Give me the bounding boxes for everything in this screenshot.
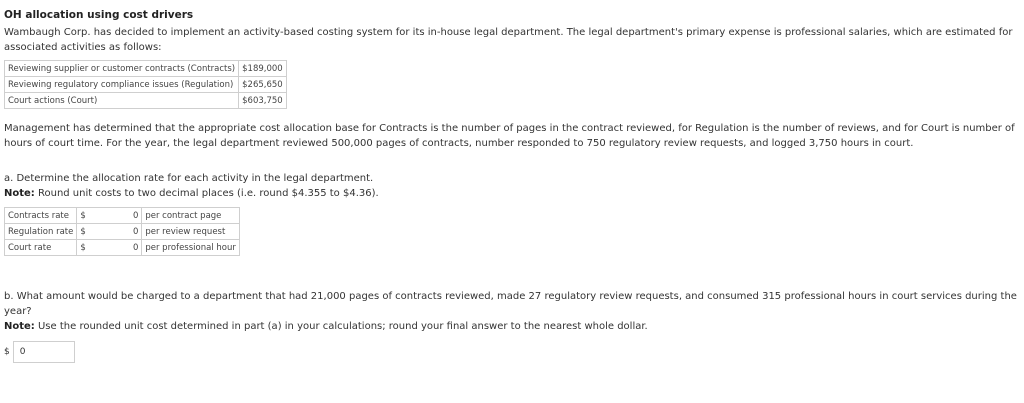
table-row xyxy=(5,224,240,240)
total-charge-input[interactable]: 0 xyxy=(13,341,75,363)
expense-table xyxy=(4,60,287,109)
part-a-question: a. Determine the allocation rate for each activity in the legal department. xyxy=(4,173,374,184)
note-label: Note: xyxy=(4,321,35,332)
table-row xyxy=(5,61,287,77)
currency-symbol: $ xyxy=(77,240,94,256)
expense-amount: $265,650 xyxy=(239,77,287,93)
table-row xyxy=(5,93,287,109)
rate-label: Regulation rate xyxy=(5,224,77,240)
expense-activity: Reviewing supplier or customer contracts (Contracts) xyxy=(5,61,239,77)
problem-title: OH allocation using cost drivers xyxy=(4,9,194,21)
note-label: Note: xyxy=(4,188,35,199)
currency-symbol: $ xyxy=(77,208,94,224)
rate-label: Court rate xyxy=(5,240,77,256)
rate-label: Contracts rate xyxy=(5,208,77,224)
problem-page xyxy=(4,8,1020,363)
rate-unit: per professional hour xyxy=(142,240,240,256)
table-row xyxy=(5,77,287,93)
intro-text: Wambaugh Corp. has decided to implement an activity-based costing system for its in-house legal department. The legal department's primary expense is professional salaries, which are estimated for associated activities as follows: xyxy=(4,27,1013,53)
part-b-question: b. What amount would be charged to a department that had 21,000 pages of contracts reviewed, made 27 regulatory review requests, and consumed 315 professional hours in court services during the year? xyxy=(4,291,1017,317)
part-b-note xyxy=(4,319,1020,334)
rate-unit: per review request xyxy=(142,224,240,240)
rate-unit: per contract page xyxy=(142,208,240,224)
note-text: Round unit costs to two decimal places (i.e. round $4.355 to $4.36). xyxy=(34,188,379,199)
expense-amount: $189,000 xyxy=(239,61,287,77)
contracts-rate-input[interactable]: 0 xyxy=(93,208,142,224)
currency-symbol: $ xyxy=(77,224,94,240)
answer-row xyxy=(4,341,1020,363)
expense-activity: Court actions (Court) xyxy=(5,93,239,109)
part-b-section xyxy=(4,289,1020,363)
table-row xyxy=(5,240,240,256)
regulation-rate-input[interactable]: 0 xyxy=(93,224,142,240)
note-text: Use the rounded unit cost determined in part (a) in your calculations; round your final answer to the nearest whole dollar. xyxy=(34,321,648,332)
expense-activity: Reviewing regulatory compliance issues (Regulation) xyxy=(5,77,239,93)
expense-amount: $603,750 xyxy=(239,93,287,109)
part-a-section xyxy=(4,171,1020,256)
table-row xyxy=(5,208,240,224)
court-rate-input[interactable]: 0 xyxy=(93,240,142,256)
currency-symbol: $ xyxy=(4,347,10,357)
part-a-note xyxy=(4,186,1020,201)
management-text: Management has determined that the appropriate cost allocation base for Contracts is the number of pages in the contract reviewed, for Regulation is the number of reviews, and for Court is number of hours of court time. For the year, the legal department reviewed 500,000 pages of contracts, number responded to 750 regulatory review requests, and logged 3,750 hours in court. xyxy=(4,123,1015,149)
rate-table xyxy=(4,207,240,256)
